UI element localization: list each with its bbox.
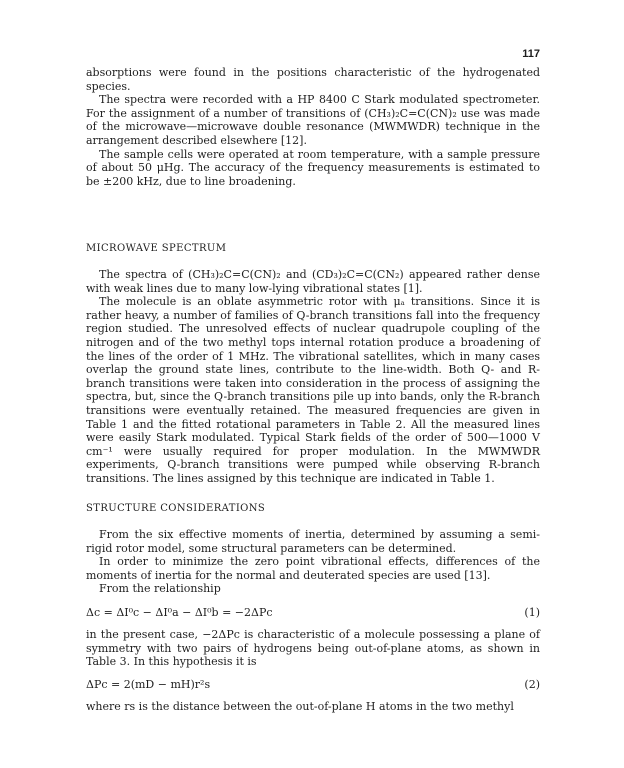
equation-2-body: ΔPc = 2(mD − mH)r²s bbox=[86, 678, 211, 691]
intro-paragraph-1: absorptions were found in the positions characteristic of the hydrogenated species. bbox=[86, 66, 540, 93]
structure-section bbox=[86, 528, 540, 596]
intro-section bbox=[86, 66, 540, 188]
structure-paragraph-2: In order to minimize the zero point vibrational effects, differences of the moments of inertia for the normal and deuterated species are used [13]. bbox=[86, 555, 540, 582]
equation-2 bbox=[86, 678, 540, 692]
structure-paragraph-1: From the six effective moments of inertia, determined by assuming a semi-rigid rotor model, some structural parameters can be determined. bbox=[86, 528, 540, 555]
equation-1-body: Δc = ΔI⁰c − ΔI⁰a − ΔI⁰b = −2ΔPc bbox=[86, 606, 273, 619]
microwave-section bbox=[86, 268, 540, 486]
paragraph-final: where rs is the distance between the out-of-plane H atoms in the two methyl bbox=[86, 700, 514, 713]
equation-2-number: (2) bbox=[524, 678, 540, 691]
final-section bbox=[86, 700, 540, 714]
section-heading-structure: STRUCTURE CONSIDERATIONS bbox=[86, 503, 266, 514]
post-equation-section bbox=[86, 628, 540, 669]
equation-1 bbox=[86, 606, 540, 620]
paragraph-after-eq1: in the present case, −2ΔPc is characteristic of a molecule possessing a plane of symmetry with two pairs of hydrogens being out-of-plane atoms, as shown in Table 3. In this hypothesis it is bbox=[86, 628, 540, 669]
intro-paragraph-3: The sample cells were operated at room temperature, with a sample pressure of about 50 μHg. The accuracy of the frequency measurements is estimated to be ±200 kHz, due to line broadening. bbox=[86, 147, 540, 188]
structure-paragraph-3: From the relationship bbox=[99, 582, 221, 596]
intro-paragraph-2: The spectra were recorded with a HP 8400 C Stark modulated spectrometer. For the assignment of a number of transitions of (CH₃)₂C=C(CN)₂ use was made of the microwave—microwave double resonance (MWMWDR) technique in the arrangement described elsewhere [12]. bbox=[86, 93, 540, 147]
microwave-paragraph-2: The molecule is an oblate asymmetric rotor with μₐ transitions. Since it is rather heavy, a number of families of Q-branch transitions fall into the frequency region studied. The unresolved effects of nuclear quadrupole coupling of the nitrogen and of the two methyl tops internal rotation produce a broadening of the lines of the order of 1 MHz. The vibrational satellites, which in many cases overlap the ground state lines, contribute to the line-width. Both Q- and R-branch transitions were taken into consideration in the process of assigning the spectra, but, since the Q-branch transitions pile up into bands, only the R-branch transitions were eventually retained. The measured frequencies are given in Table 1 and the fitted rotational parameters in Table 2. All the measured lines were easily Stark modulated. Typical Stark fields of the order of 500—1000 V cm⁻¹ were usually required for proper modulation. In the MWMWDR experiments, Q-branch transitions were pumped while observing R-branch transitions. The lines assigned by this technique are indicated in Table 1. bbox=[86, 295, 540, 485]
page-number: 117 bbox=[522, 48, 540, 60]
microwave-paragraph-1: The spectra of (CH₃)₂C=C(CN)₂ and (CD₃)₂C=C(CN₂) appeared rather dense with weak lines due to many low-lying vibrational states [1]. bbox=[86, 268, 540, 295]
equation-1-number: (1) bbox=[524, 606, 540, 619]
section-heading-microwave: MICROWAVE SPECTRUM bbox=[86, 243, 227, 254]
